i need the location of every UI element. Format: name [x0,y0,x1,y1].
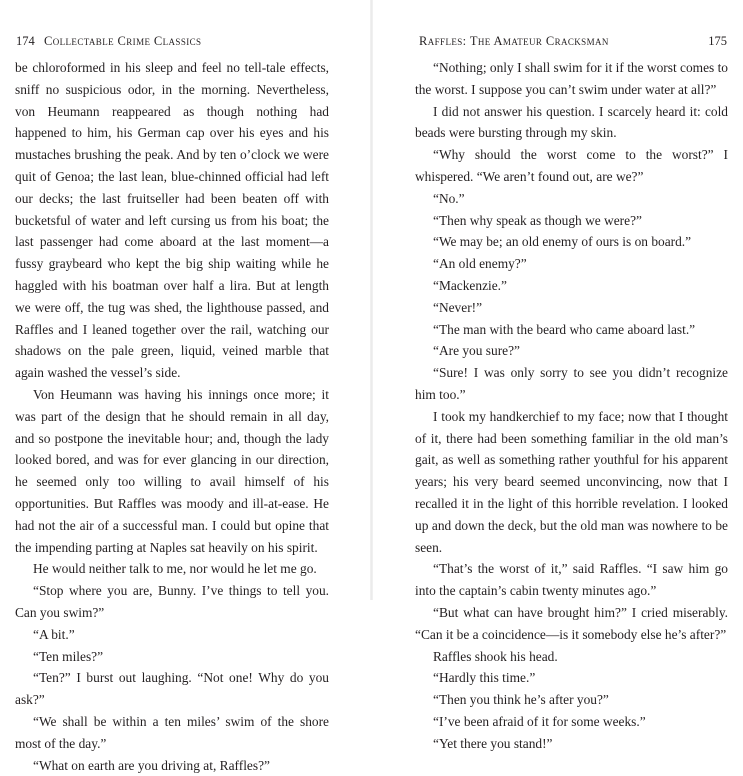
paragraph: “I’ve been afraid of it for some weeks.” [415,711,728,733]
paragraph: Von Heumann was having his innings once more; it was part of the design that he should remain in all day, and so postpone the inevitable hour; and, though the lady looked bored, and was for ever glancing in our direction, he seemed only too willing to avail himself of his opportunities. But Raffles was moody and ill-at-ease. He had not the air of a successful man. I could but opine that the impending parting at Naples sat heavily on his spirit. [15,384,329,558]
left-page-number: 174 [16,31,35,51]
paragraph: be chloroformed in his sleep and feel no tell-tale effects, sniff no suspicious odor, in the morning. Nevertheless, von Heumann reappeared as though nothing had happened to him, his German cap over his eyes and his mustaches brushing the peak. And by ten o’clock we were quit of Genoa; the last lean, blue-chinned official had left our decks; the last fruitseller had been beaten off with bucketsful of water and left cursing us from his boat; the last passenger had come aboard at the last moment—a fussy graybeard who kept the big ship waiting while he haggled with his boatman over half a lira. But at length we were off, the tug was shed, the lighthouse passed, and Raffles and I leaned together over the rail, watching our shadows on the pale green, liquid, veined marble that again washed the vessel’s side. [15,57,329,384]
paragraph: “An old enemy?” [415,253,728,275]
paragraph: “A bit.” [15,624,329,646]
paragraph: “Are you sure?” [415,340,728,362]
paragraph: “Yet there you stand!” [415,733,728,755]
paragraph: “No.” [415,188,728,210]
paragraph: “Then why speak as though we were?” [415,210,728,232]
paragraph: “Why should the worst come to the worst?” I whispered. “We aren’t found out, are we?” [415,144,728,188]
left-page [0,0,371,600]
paragraph: “Sure! I was only sorry to see you didn’t recognize him too.” [415,362,728,406]
right-page-text [415,57,728,755]
right-page-header [415,31,727,51]
paragraph: “The man with the beard who came aboard last.” [415,319,728,341]
paragraph: “Never!” [415,297,728,319]
paragraph: I took my handkerchief to my face; now that I thought of it, there had been something familiar in the old man’s gait, as well as something rather youthful for his apparent years; his very beard seemed unconvincing, now that I recalled it in the light of this horrible revelation. I looked up and down the deck, but the old man was nowhere to be seen. [415,406,728,559]
paragraph: “We may be; an old enemy of ours is on board.” [415,231,728,253]
paragraph: “We shall be within a ten miles’ swim of the shore most of the day.” [15,711,329,755]
paragraph: Raffles shook his head. [415,646,728,668]
paragraph: “Mackenzie.” [415,275,728,297]
paragraph: “Nothing; only I shall swim for it if the worst comes to the worst. I suppose you can’t swim under water at all?” [415,57,728,101]
left-page-header [16,31,329,51]
paragraph: “Ten?” I burst out laughing. “Not one! Why do you ask?” [15,667,329,711]
paragraph: “But what can have brought him?” I cried miserably. “Can it be a coincidence—is it somebody else he’s after?” [415,602,728,646]
paragraph: “Then you think he’s after you?” [415,689,728,711]
left-running-head: Collectable Crime Classics [44,31,201,51]
left-page-text [15,57,329,776]
right-page-number: 175 [708,31,727,51]
right-running-head: Raffles: The Amateur Cracksman [419,31,609,51]
paragraph: “What on earth are you driving at, Raffles?” [15,755,329,776]
paragraph: “Ten miles?” [15,646,329,668]
paragraph: “Hardly this time.” [415,667,728,689]
right-page [372,0,743,600]
paragraph: “Stop where you are, Bunny. I’ve things to tell you. Can you swim?” [15,580,329,624]
paragraph: “That’s the worst of it,” said Raffles. “I saw him go into the captain’s cabin twenty minutes ago.” [415,558,728,602]
paragraph: He would neither talk to me, nor would he let me go. [15,558,329,580]
paragraph: I did not answer his question. I scarcely heard it: cold beads were bursting through my skin. [415,101,728,145]
